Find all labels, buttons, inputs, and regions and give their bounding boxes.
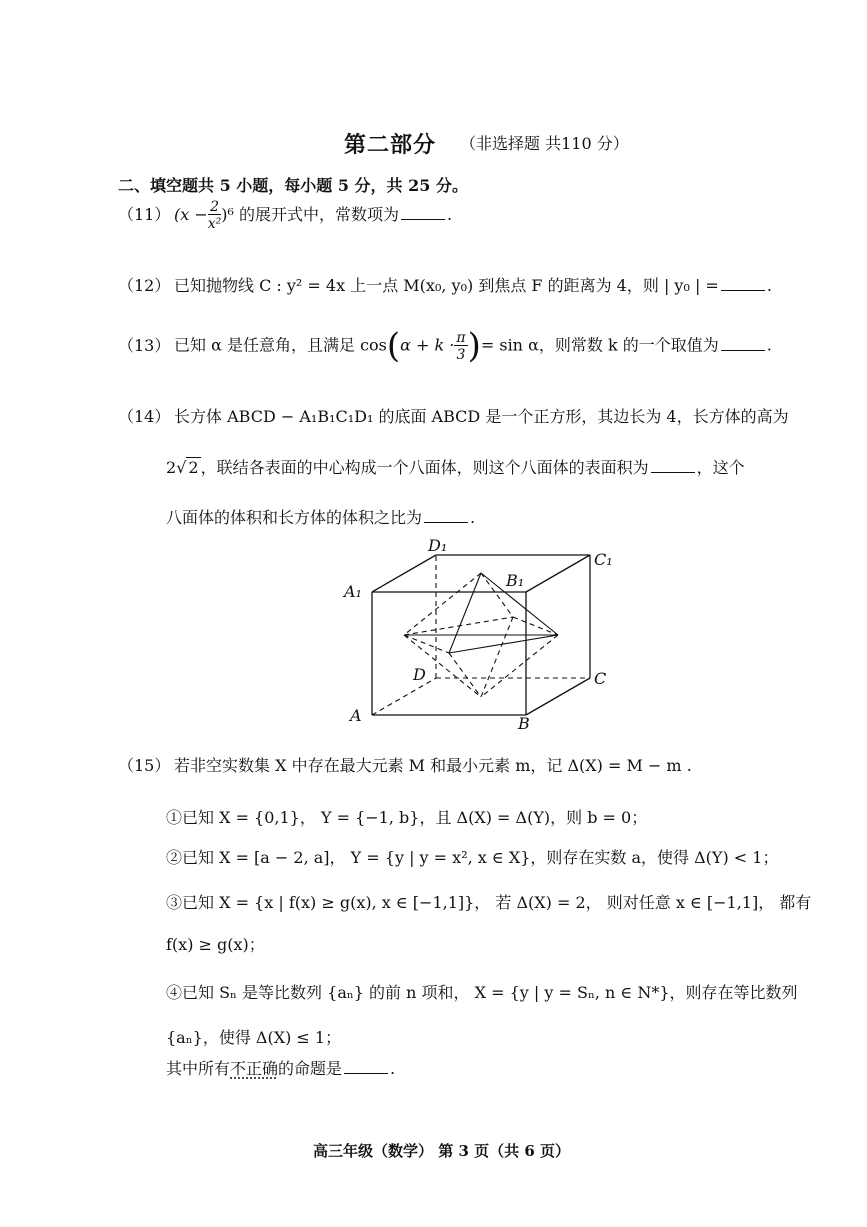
label-a1: A₁ <box>344 582 362 601</box>
octa-edge-hidden <box>404 635 449 653</box>
q11-text: )⁶ 的展开式中，常数项为 <box>221 205 400 224</box>
answer-blank[interactable] <box>344 1059 388 1074</box>
octa-edge <box>449 635 558 653</box>
answer-blank[interactable] <box>424 508 468 523</box>
answer-blank[interactable] <box>721 276 765 291</box>
period: . <box>766 276 772 295</box>
q15-emphasis: 不正确 <box>230 1059 279 1078</box>
q13-text-post: = sin α，则常数 k 的一个取值为 <box>480 335 719 355</box>
q15-final-line <box>166 1056 395 1079</box>
q15-item-3-line1: ③已知 X = {x | f(x) ≥ g(x), x ∈ [−1,1]}， 若 Δ(X) = 2， 则对任意 x ∈ [−1,1]， 都有 <box>166 893 812 912</box>
edge-b1-c1 <box>526 555 590 592</box>
q14-line2-post: ，这个 <box>696 458 745 477</box>
q13-frac-bot: 3 <box>456 346 466 363</box>
answer-blank[interactable] <box>651 458 695 473</box>
octa-edge <box>449 573 481 653</box>
sqrt-sign: √ <box>176 458 187 477</box>
question-13 <box>118 326 772 366</box>
right-paren: ) <box>467 326 481 366</box>
octa-edge-hidden <box>404 573 481 635</box>
q15-item-4-line1: ④已知 Sₙ 是等比数列 {aₙ} 的前 n 项和， X = {y | y = Sₙ, n ∈ N*}，则存在等比数列 <box>166 983 798 1002</box>
q15-item-4-line2: {aₙ}，使得 Δ(X) ≤ 1； <box>166 1028 342 1047</box>
period: . <box>470 508 476 527</box>
question-15 <box>118 753 692 776</box>
period: . <box>390 1059 396 1078</box>
period: . <box>447 205 453 224</box>
q11-frac-top: 2 <box>208 200 222 215</box>
q15-intro: 若非空实数集 X 中存在最大元素 M 和最小元素 m，记 Δ(X) = M − m . <box>174 756 692 775</box>
question-number: （11） <box>118 205 171 224</box>
left-paren: ( <box>386 326 401 366</box>
label-d: D <box>413 665 426 684</box>
octa-edge-hidden <box>481 635 558 697</box>
q15-item-2: ②已知 X = [a − 2, a]， Y = {y | y = x², x ∈ X}，则存在实数 a，使得 Δ(Y) < 1； <box>166 848 779 867</box>
part-title: 第二部分 <box>344 132 437 158</box>
part-note: （非选择题 共110 分） <box>460 134 629 153</box>
answer-blank[interactable] <box>721 336 765 351</box>
q13-text-pre: 已知 α 是任意角，且满足 cos <box>174 335 387 355</box>
question-number: （13） <box>118 335 171 355</box>
question-12 <box>118 273 772 296</box>
edge-b-c <box>526 678 590 715</box>
q11-expr-pre: (x − <box>174 205 208 224</box>
answer-blank[interactable] <box>401 205 445 220</box>
q13-fraction <box>454 331 467 362</box>
q14-sqrt-arg: 2 <box>188 458 199 477</box>
edge-a1-d1 <box>372 555 436 592</box>
question-number: （15） <box>118 756 171 775</box>
question-number: （12） <box>118 276 171 295</box>
octa-edge-hidden <box>481 617 513 697</box>
q14-line3 <box>166 505 475 528</box>
question-14 <box>118 404 789 427</box>
question-number: （14） <box>118 407 171 426</box>
q15-final-post: 的命题是 <box>278 1059 343 1078</box>
label-d1: D₁ <box>428 536 448 555</box>
q15-final-pre: 其中所有 <box>166 1059 231 1078</box>
octa-edge-hidden <box>513 617 558 635</box>
q13-frac-top: π <box>456 329 466 346</box>
page-footer: 高三年级（数学） 第 3 页（共 6 页） <box>313 1142 570 1160</box>
label-b: B <box>518 714 530 730</box>
question-11 <box>118 200 452 231</box>
q14-line2-mid: ，联结各表面的中心构成一个八面体，则这个八面体的表面积为 <box>200 458 649 477</box>
q15-item-3-line2: f(x) ≥ g(x)； <box>166 935 265 954</box>
octa-edge-hidden <box>404 617 513 635</box>
q15-item-1: ①已知 X = {0,1}， Y = {−1, b}，且 Δ(X) = Δ(Y)，则 b = 0； <box>166 808 648 827</box>
q14-line3-text: 八面体的体积和长方体的体积之比为 <box>166 508 423 527</box>
cuboid-diagram <box>340 535 630 730</box>
q14-coef: 2 <box>166 458 177 477</box>
section-heading: 二、填空题共 5 小题，每小题 5 分，共 25 分。 <box>118 176 468 195</box>
label-c: C <box>594 669 607 688</box>
q11-fraction <box>208 200 222 231</box>
q14-line2 <box>166 455 745 478</box>
cuboid-figure <box>340 535 630 734</box>
q11-frac-bot: x² <box>207 216 222 232</box>
period: . <box>766 335 772 355</box>
edge-a-d <box>372 678 436 715</box>
q13-inner: α + k · <box>400 335 455 355</box>
label-b1: B₁ <box>506 571 525 590</box>
q12-text: 已知抛物线 C : y² = 4x 上一点 M(x₀, y₀) 到焦点 F 的距离为 4，则 | y₀ | = <box>174 276 719 295</box>
label-a: A <box>350 706 362 725</box>
label-c1: C₁ <box>594 550 613 569</box>
q14-line1: 长方体 ABCD − A₁B₁C₁D₁ 的底面 ABCD 是一个正方形，其边长为 4，长方体的高为 <box>174 407 789 426</box>
